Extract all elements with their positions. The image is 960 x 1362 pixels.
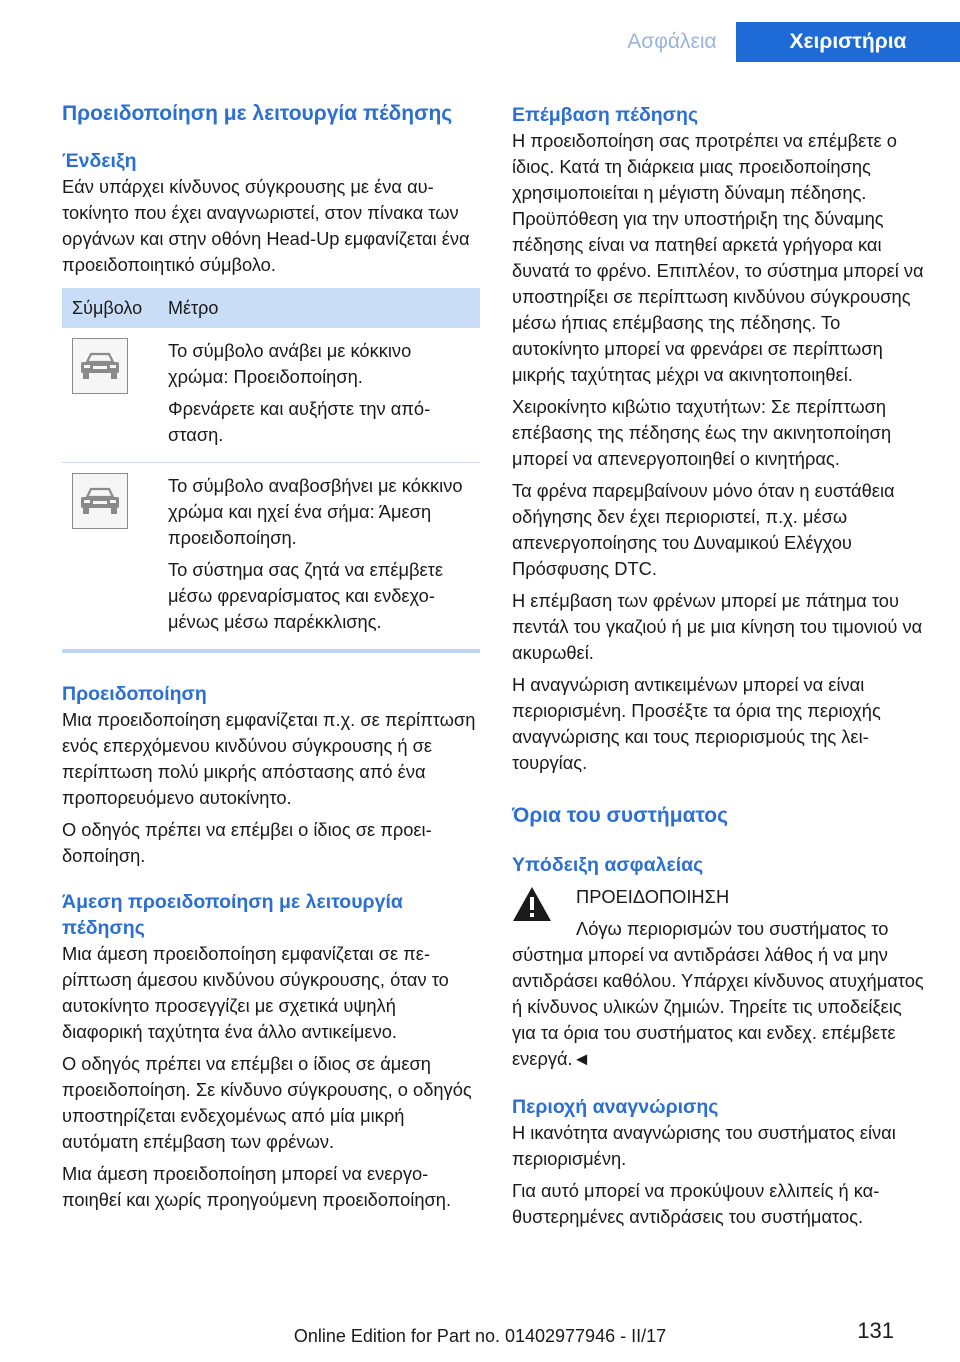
brake-intervention-heading: Επέμβαση πέδησης <box>512 104 699 126</box>
row1-text1: Το σύμβολο ανάβει με κόκκινο χρώμα: Προειδοποίηση. <box>168 340 412 387</box>
immediate-paragraph-1: Μια άμεση προειδοποίηση εμφανίζεται σε περίπτωση άμεσου κινδύνου σύγκρουσης, όταν το αυτοκίνητο προσεγγίζει με σχετικά υψηλή διαφορική ταχύτητα ένα άλλο αντικείμενο. <box>62 943 449 1042</box>
brake-paragraph-1: Η προειδοποίηση σας προτρέπει να επέμβετε ο ίδιος. Κατά τη διάρκεια μιας προειδοποίησης χρησιμοποιείται η μέγιστη δύναμη πέδησης. Προϋπόθεση για την υποστήριξη της δύναμης πέδησης είναι να πατηθεί αρκετά γρήγορα και δυνατά το φρένο. Επιπλέον, το σύστημα μπορεί να υποστηρίξει σε περίπτωση κινδύνου σύγκρουσης μέσω ήπιας επέμβασης της πέδησης. Το αυτοκίνητο μπορεί να φρενάρει σε περίπτωση μικρής ταχύτητας μέχρι να ακινητοποιηθεί. <box>512 130 924 385</box>
table-header-symbol: Σύμβολο <box>62 288 158 328</box>
tab-safety[interactable]: Ασφάλεια <box>627 30 717 53</box>
brake-paragraph-5: Η αναγνώριση αντικειμένων μπορεί να είναι περιορισμένη. Προσέξτε τα όρια της περιοχής αναγνώρισης και τους περιορισμούς της λειτουργίας. <box>512 674 881 773</box>
warning-triangle-icon <box>512 886 552 922</box>
area-paragraph-1: Η ικανότητα αναγνώρισης του συστήματος είναι περιορισμένη. <box>512 1122 896 1169</box>
immediate-paragraph-2: Ο οδηγός πρέπει να επέμβει ο ίδιος σε άμεση προειδοποίηση. Σε κίνδυνο σύγκρουσης, ο οδηγός υποστηρίζεται ενδεχομένως από μία μικρή αυτόματη επέμβαση των φρένων. <box>62 1053 472 1152</box>
immediate-warning-heading: Άμεση προειδοποίηση με λειτουργία πέδησης <box>62 891 403 939</box>
safety-warning-block <box>512 884 930 942</box>
row2-text1: Το σύμβολο αναβοσβήνει με κόκκινο χρώμα και ηχεί ένα σήμα: Άμεση προειδοποίηση. <box>168 475 463 548</box>
warning-text: σύστημα μπορεί να αντιδράσει λάθος ή να μην αντιδράσει καθόλου. Υπάρχει κίνδυνος ατυχήματος ή κίνδυνος υλικών ζημιών. Τηρείτε τις υποδείξεις για τα όρια του συστήματος και ενδεχ. επέμβετε ενεργά.◄ <box>512 944 924 1069</box>
indication-heading: Ένδειξη <box>62 150 137 172</box>
brake-paragraph-3: Τα φρένα παρεμβαίνουν μόνο όταν η ευστάθεια οδήγησης δεν έχει περιοριστεί, π.χ. μέσω απενεργοποίησης του Δυναμικού Ελέγχου Πρόσφυσης DTC. <box>512 480 895 579</box>
table-header-measure: Μέτρο <box>158 288 480 328</box>
system-limits-heading: Όρια του συστήματος <box>512 804 729 827</box>
left-column <box>62 100 480 1219</box>
row1-text2: Φρενάρετε και αυξήστε την απόσταση. <box>168 398 431 445</box>
warning-text-first-line: Λόγω περιορισμών του συστήματος το <box>576 918 889 939</box>
page-number: 131 <box>857 1318 894 1343</box>
table-row <box>62 328 480 463</box>
indication-text: Εάν υπάρχει κίνδυνος σύγκρουσης με ένα αυτοκίνητο που έχει αναγνωριστεί, στον πίνακα των οργάνων και στην οθόνη Head-Up εμφανίζεται ένα προειδοποιητικό σύμβολο. <box>62 176 470 275</box>
brake-paragraph-4: Η επέμβαση των φρένων μπορεί με πάτημα του πεντάλ του γκαζιού ή με μια κίνηση του τιμονιού να ακυρωθεί. <box>512 590 923 663</box>
warning-heading: Προειδοποίηση <box>62 683 207 705</box>
car-front-icon <box>72 473 128 529</box>
area-paragraph-2: Για αυτό μπορεί να προκύψουν ελλιπείς ή καθυστερημένες αντιδράσεις του συστήματος. <box>512 1180 880 1227</box>
footer-edition: Online Edition for Part no. 01402977946 - II/17 <box>293 1326 667 1346</box>
right-column <box>512 100 930 1236</box>
brake-paragraph-2: Χειροκίνητο κιβώτιο ταχυτήτων: Σε περίπτωση επέβασης της πέδησης έως την ακινητοποίηση μπορεί να απενεργοποιηθεί ο κινητήρας. <box>512 396 892 469</box>
table-row <box>62 463 480 652</box>
immediate-paragraph-3: Μια άμεση προειδοποίηση μπορεί να ενεργοποιηθεί και χωρίς προηγούμενη προειδοποίηση. <box>62 1163 452 1210</box>
tab-controls[interactable]: Χειριστήρια <box>736 22 960 62</box>
symbol-table <box>62 288 480 653</box>
header-tabs <box>608 22 960 62</box>
row2-text2: Το σύστημα σας ζητά να επέμβετε μέσω φρεναρίσματος και ενδεχομένως μέσω παρέκκλισης. <box>168 559 444 632</box>
car-front-icon <box>72 338 128 394</box>
detection-area-heading: Περιοχή αναγνώρισης <box>512 1096 719 1118</box>
section-title-brake-warning: Προειδοποίηση με λειτουργία πέδησης <box>62 102 453 125</box>
warning-paragraph-1: Μια προειδοποίηση εμφανίζεται π.χ. σε περίπτωση ενός επερχόμενου κινδύνου σύγκρουσης ή σε περίπτωση πολύ μικρής απόστασης από ένα προπορευόμενο αυτοκίνητο. <box>62 709 476 808</box>
warning-label: ΠΡΟΕΙΔΟΠΟΙΗΣΗ <box>576 886 730 907</box>
safety-note-heading: Υπόδειξη ασφαλείας <box>512 854 704 876</box>
warning-paragraph-2: Ο οδηγός πρέπει να επέμβει ο ίδιος σε προειδοποίηση. <box>62 819 432 866</box>
